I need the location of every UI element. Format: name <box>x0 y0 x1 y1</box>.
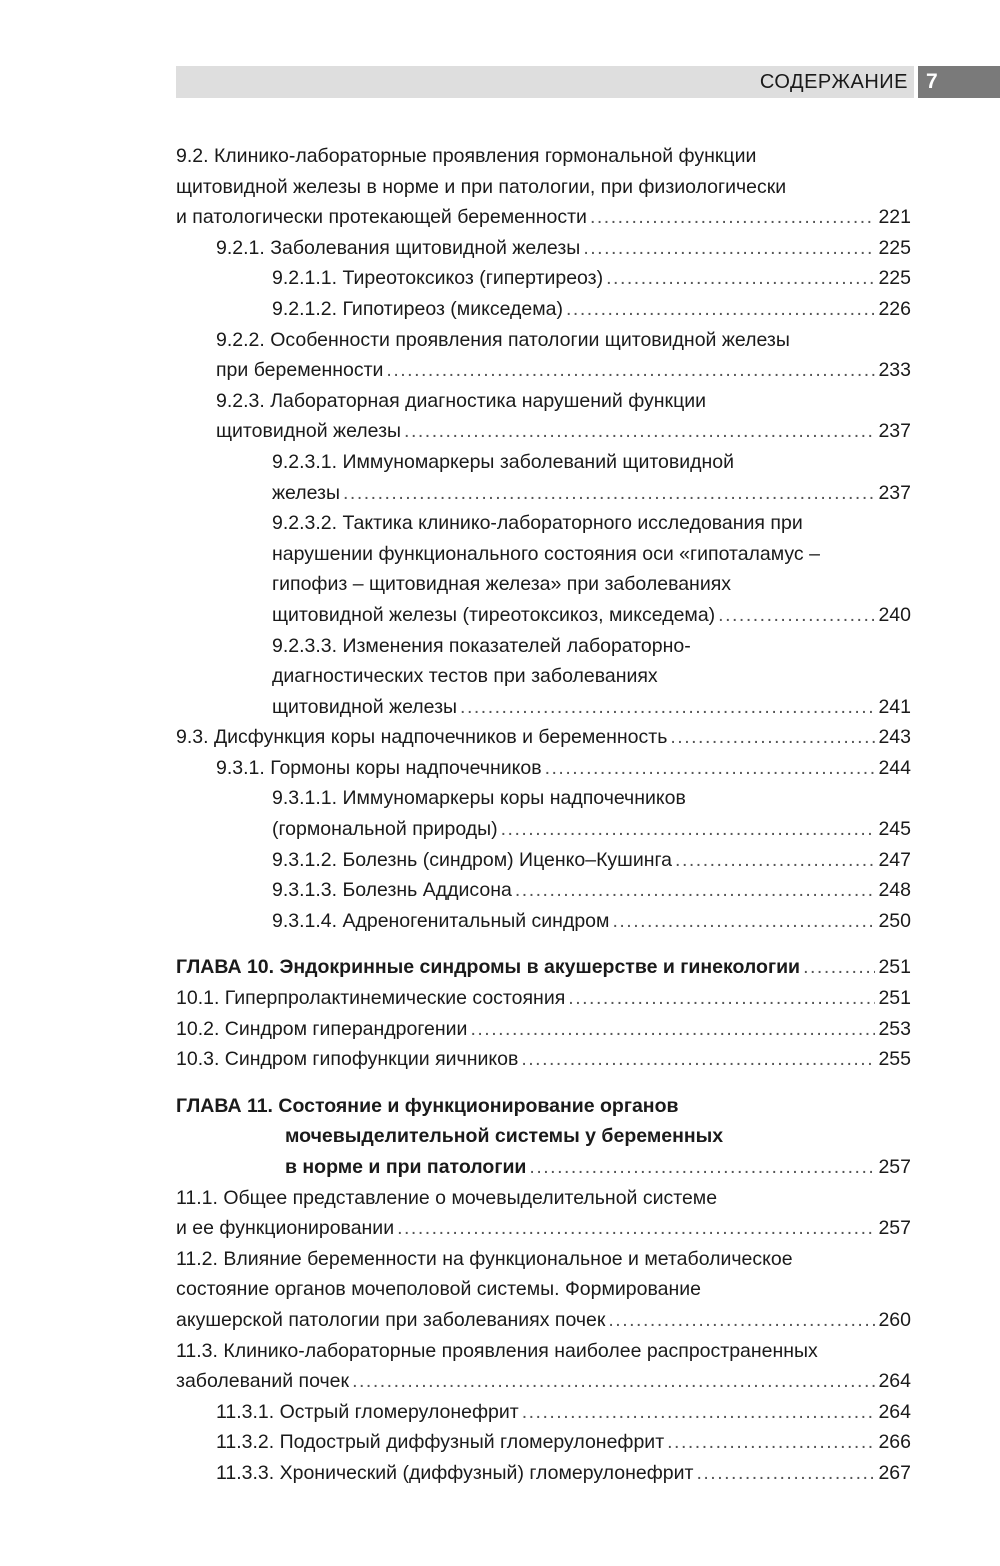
toc-entry <box>176 294 911 325</box>
toc-entry-title: щитовидной железы (тиреотоксикоз, микседема) <box>272 603 716 626</box>
running-header-title: СОДЕРЖАНИЕ <box>759 71 908 93</box>
toc-page-number: 257 <box>878 1217 911 1240</box>
toc-entry-last-line <box>176 355 911 386</box>
dot-leader <box>590 202 876 233</box>
toc-entry-title: 9.3.1. Гормоны коры надпочечников <box>216 756 542 779</box>
toc-entry-title: 9.3.1.3. Болезнь Аддисона <box>272 879 512 902</box>
dot-leader <box>583 233 875 264</box>
toc-entry-line: 9.2.3.1. Иммуномаркеры заболеваний щитовидной <box>272 450 735 473</box>
toc-page-number: 237 <box>878 481 911 504</box>
toc-entry-line: гипофиз – щитовидная железа» при заболеваниях <box>272 573 732 596</box>
toc-page-number: 264 <box>878 1400 911 1423</box>
toc-entry <box>176 1397 911 1428</box>
toc-entry <box>176 1044 911 1075</box>
toc-page-number: 264 <box>878 1370 911 1393</box>
toc-entry <box>176 447 911 508</box>
toc-entry-title: щитовидной железы <box>216 420 402 443</box>
toc-entry <box>176 1458 911 1489</box>
toc-page-number: 225 <box>878 236 911 259</box>
dot-leader <box>501 814 876 845</box>
toc-entry-last-line <box>176 1044 911 1075</box>
dot-leader <box>386 355 875 386</box>
dot-leader <box>529 1152 875 1183</box>
toc-page-number: 226 <box>878 297 911 320</box>
toc-entry <box>176 508 911 630</box>
toc-entry <box>176 845 911 876</box>
toc-entry-last-line <box>176 600 911 631</box>
toc-entry-line: диагностических тестов при заболеваниях <box>272 665 658 688</box>
toc-entry-title: 9.2.1.2. Гипотиреоз (микседема) <box>272 297 563 320</box>
toc-entry <box>176 386 911 447</box>
toc-entry-line: 11.1. Общее представление о мочевыделительной системе <box>176 1186 718 1209</box>
dot-leader <box>521 1044 875 1075</box>
toc-entry <box>176 1336 911 1397</box>
toc-entry-last-line <box>176 294 911 325</box>
toc-entry-title: 10.1. Гиперпролактинемические состояния <box>176 987 566 1010</box>
toc-page-number: 251 <box>878 987 911 1010</box>
toc-entry-title: 11.3.1. Острый гломерулонефрит <box>216 1400 519 1423</box>
dot-leader <box>608 1305 875 1336</box>
toc-entry-last-line <box>176 722 911 753</box>
toc-entry-line: 9.2.3.3. Изменения показателей лабораторно- <box>272 634 691 657</box>
toc-entry-title: в норме и при патологии <box>285 1156 527 1178</box>
dot-leader <box>545 753 876 784</box>
toc-page-number: 255 <box>878 1048 911 1071</box>
toc-entry-last-line <box>176 1427 911 1458</box>
toc-entry-last-line <box>176 233 911 264</box>
toc-entry <box>176 875 911 906</box>
toc-page-number: 253 <box>878 1017 911 1040</box>
toc-entry <box>176 1014 911 1045</box>
toc-entry <box>176 906 911 937</box>
toc-entry-title: 11.3.3. Хронический (диффузный) гломерулонефрит <box>216 1461 694 1484</box>
dot-leader <box>568 983 875 1014</box>
toc-entry-last-line <box>176 875 911 906</box>
toc-page-number: 251 <box>878 956 911 979</box>
toc-entry-title: и ее функционировании <box>176 1217 395 1240</box>
toc-entry-title: 9.3.1.4. Адреногенитальный синдром <box>272 909 610 932</box>
toc-entry-title: 10.3. Синдром гипофункции яичников <box>176 1048 519 1071</box>
toc-page-number: 221 <box>878 206 911 229</box>
toc-page-number: 245 <box>878 818 911 841</box>
dot-leader <box>803 952 875 983</box>
dot-leader <box>612 906 875 937</box>
toc-page-number: 225 <box>878 267 911 290</box>
toc-entry-line: 9.2. Клинико-лабораторные проявления гормональной функции <box>176 145 757 167</box>
toc-entry-title: железы <box>272 481 340 504</box>
toc-entry-line: 9.3.1.1. Иммуномаркеры коры надпочечников <box>272 787 686 810</box>
toc-entry-last-line <box>176 478 911 509</box>
toc-entry <box>176 783 911 844</box>
toc-entry-line: 9.2.3.2. Тактика клинико-лабораторного исследования при <box>272 512 803 535</box>
page-number: 7 <box>918 66 1000 98</box>
toc-entry-line: щитовидной железы в норме и при патологии, при физиологически <box>176 175 787 198</box>
toc-entry-last-line <box>176 845 911 876</box>
toc-entry <box>176 1427 911 1458</box>
toc-page-number: 260 <box>878 1308 911 1331</box>
toc-entry-title: заболеваний почек <box>176 1370 350 1393</box>
toc-page-number: 250 <box>878 909 911 932</box>
toc-entry-last-line <box>176 692 911 723</box>
dot-leader <box>566 294 875 325</box>
toc-entry-line: ГЛАВА 11. Состояние и функционирование органов <box>176 1094 679 1117</box>
toc-entry-title: и патологически протекающей беременности <box>176 206 587 229</box>
dot-leader <box>343 478 875 509</box>
toc-entry-last-line <box>176 753 911 784</box>
toc-entry-title: акушерской патологии при заболеваниях почек <box>176 1308 606 1331</box>
toc-entry-last-line <box>176 1014 911 1045</box>
toc-entry-title: 9.3. Дисфункция коры надпочечников и беременность <box>176 726 668 749</box>
toc-entry <box>176 141 911 233</box>
running-header <box>176 66 1000 98</box>
toc-entry <box>176 722 911 753</box>
toc-entry <box>176 983 911 1014</box>
dot-leader <box>522 1397 876 1428</box>
toc-entry <box>176 325 911 386</box>
dot-leader <box>404 416 875 447</box>
dot-leader <box>675 845 875 876</box>
toc-entry-line: состояние органов мочеполовой системы. Формирование <box>176 1278 701 1301</box>
toc-entry-last-line <box>176 1152 911 1183</box>
toc-page-number: 241 <box>878 695 911 718</box>
toc-entry-last-line <box>176 1305 911 1336</box>
dot-leader <box>352 1366 875 1397</box>
toc-page-number: 248 <box>878 879 911 902</box>
toc-entry-last-line <box>176 1397 911 1428</box>
dot-leader <box>696 1458 875 1489</box>
toc-entry-last-line <box>176 1213 911 1244</box>
dot-leader <box>397 1213 875 1244</box>
toc-entry-line: 9.2.2. Особенности проявления патологии щитовидной железы <box>216 328 790 351</box>
toc-page-number: 240 <box>878 603 911 626</box>
toc-entry-title: 10.2. Синдром гиперандрогении <box>176 1017 468 1040</box>
toc-page-number: 244 <box>878 756 911 779</box>
toc-entry-line: нарушении функционального состояния оси «гипоталамус – <box>272 542 820 565</box>
toc-entry-last-line <box>176 952 911 983</box>
toc-chapter-entry <box>176 952 911 983</box>
toc-entry-line: 11.3. Клинико-лабораторные проявления наиболее распространенных <box>176 1339 818 1362</box>
table-of-contents <box>176 141 911 1489</box>
toc-entry-title: 9.2.1. Заболевания щитовидной железы <box>216 236 581 259</box>
toc-entry-title: 9.3.1.2. Болезнь (синдром) Иценко–Кушинга <box>272 848 673 871</box>
toc-entry-line: 11.2. Влияние беременности на функциональное и метаболическое <box>176 1247 793 1270</box>
toc-entry <box>176 631 911 723</box>
toc-entry-last-line <box>176 814 911 845</box>
toc-entry-last-line <box>176 1458 911 1489</box>
dot-leader <box>670 722 875 753</box>
toc-page-number: 233 <box>878 359 911 382</box>
toc-entry-title: (гормональной природы) <box>272 818 498 841</box>
toc-entry-last-line <box>176 1366 911 1397</box>
toc-entry-last-line <box>176 983 911 1014</box>
dot-leader <box>606 263 875 294</box>
toc-entry <box>176 233 911 264</box>
toc-entry <box>176 1183 911 1244</box>
dot-leader <box>460 692 875 723</box>
toc-entry-last-line <box>176 416 911 447</box>
toc-page-number: 266 <box>878 1431 911 1454</box>
toc-entry-title: 9.2.1.1. Тиреотоксикоз (гипертиреоз) <box>272 267 604 290</box>
toc-entry <box>176 1244 911 1336</box>
dot-leader <box>470 1014 875 1045</box>
toc-entry-title: 11.3.2. Подострый диффузный гломерулонефрит <box>216 1431 665 1454</box>
toc-entry <box>176 753 911 784</box>
dot-leader <box>515 875 876 906</box>
toc-page-number: 267 <box>878 1461 911 1484</box>
toc-page-number: 237 <box>878 420 911 443</box>
toc-page-number: 243 <box>878 726 911 749</box>
toc-entry-line: 9.2.3. Лабораторная диагностика нарушений функции <box>216 389 707 412</box>
toc-entry-last-line <box>176 202 911 233</box>
toc-entry <box>176 263 911 294</box>
toc-entry-title: ГЛАВА 10. Эндокринные синдромы в акушерстве и гинекологии <box>176 956 801 979</box>
toc-entry-last-line <box>176 263 911 294</box>
toc-chapter-entry <box>176 1091 911 1183</box>
toc-entry-line: мочевыделительной системы у беременных <box>285 1125 724 1148</box>
toc-entry-title: щитовидной железы <box>272 695 458 718</box>
toc-page-number: 257 <box>878 1156 911 1178</box>
dot-leader <box>718 600 875 631</box>
dot-leader <box>667 1427 875 1458</box>
toc-page-number: 247 <box>878 848 911 871</box>
toc-entry-title: при беременности <box>216 359 384 382</box>
toc-entry-last-line <box>176 906 911 937</box>
